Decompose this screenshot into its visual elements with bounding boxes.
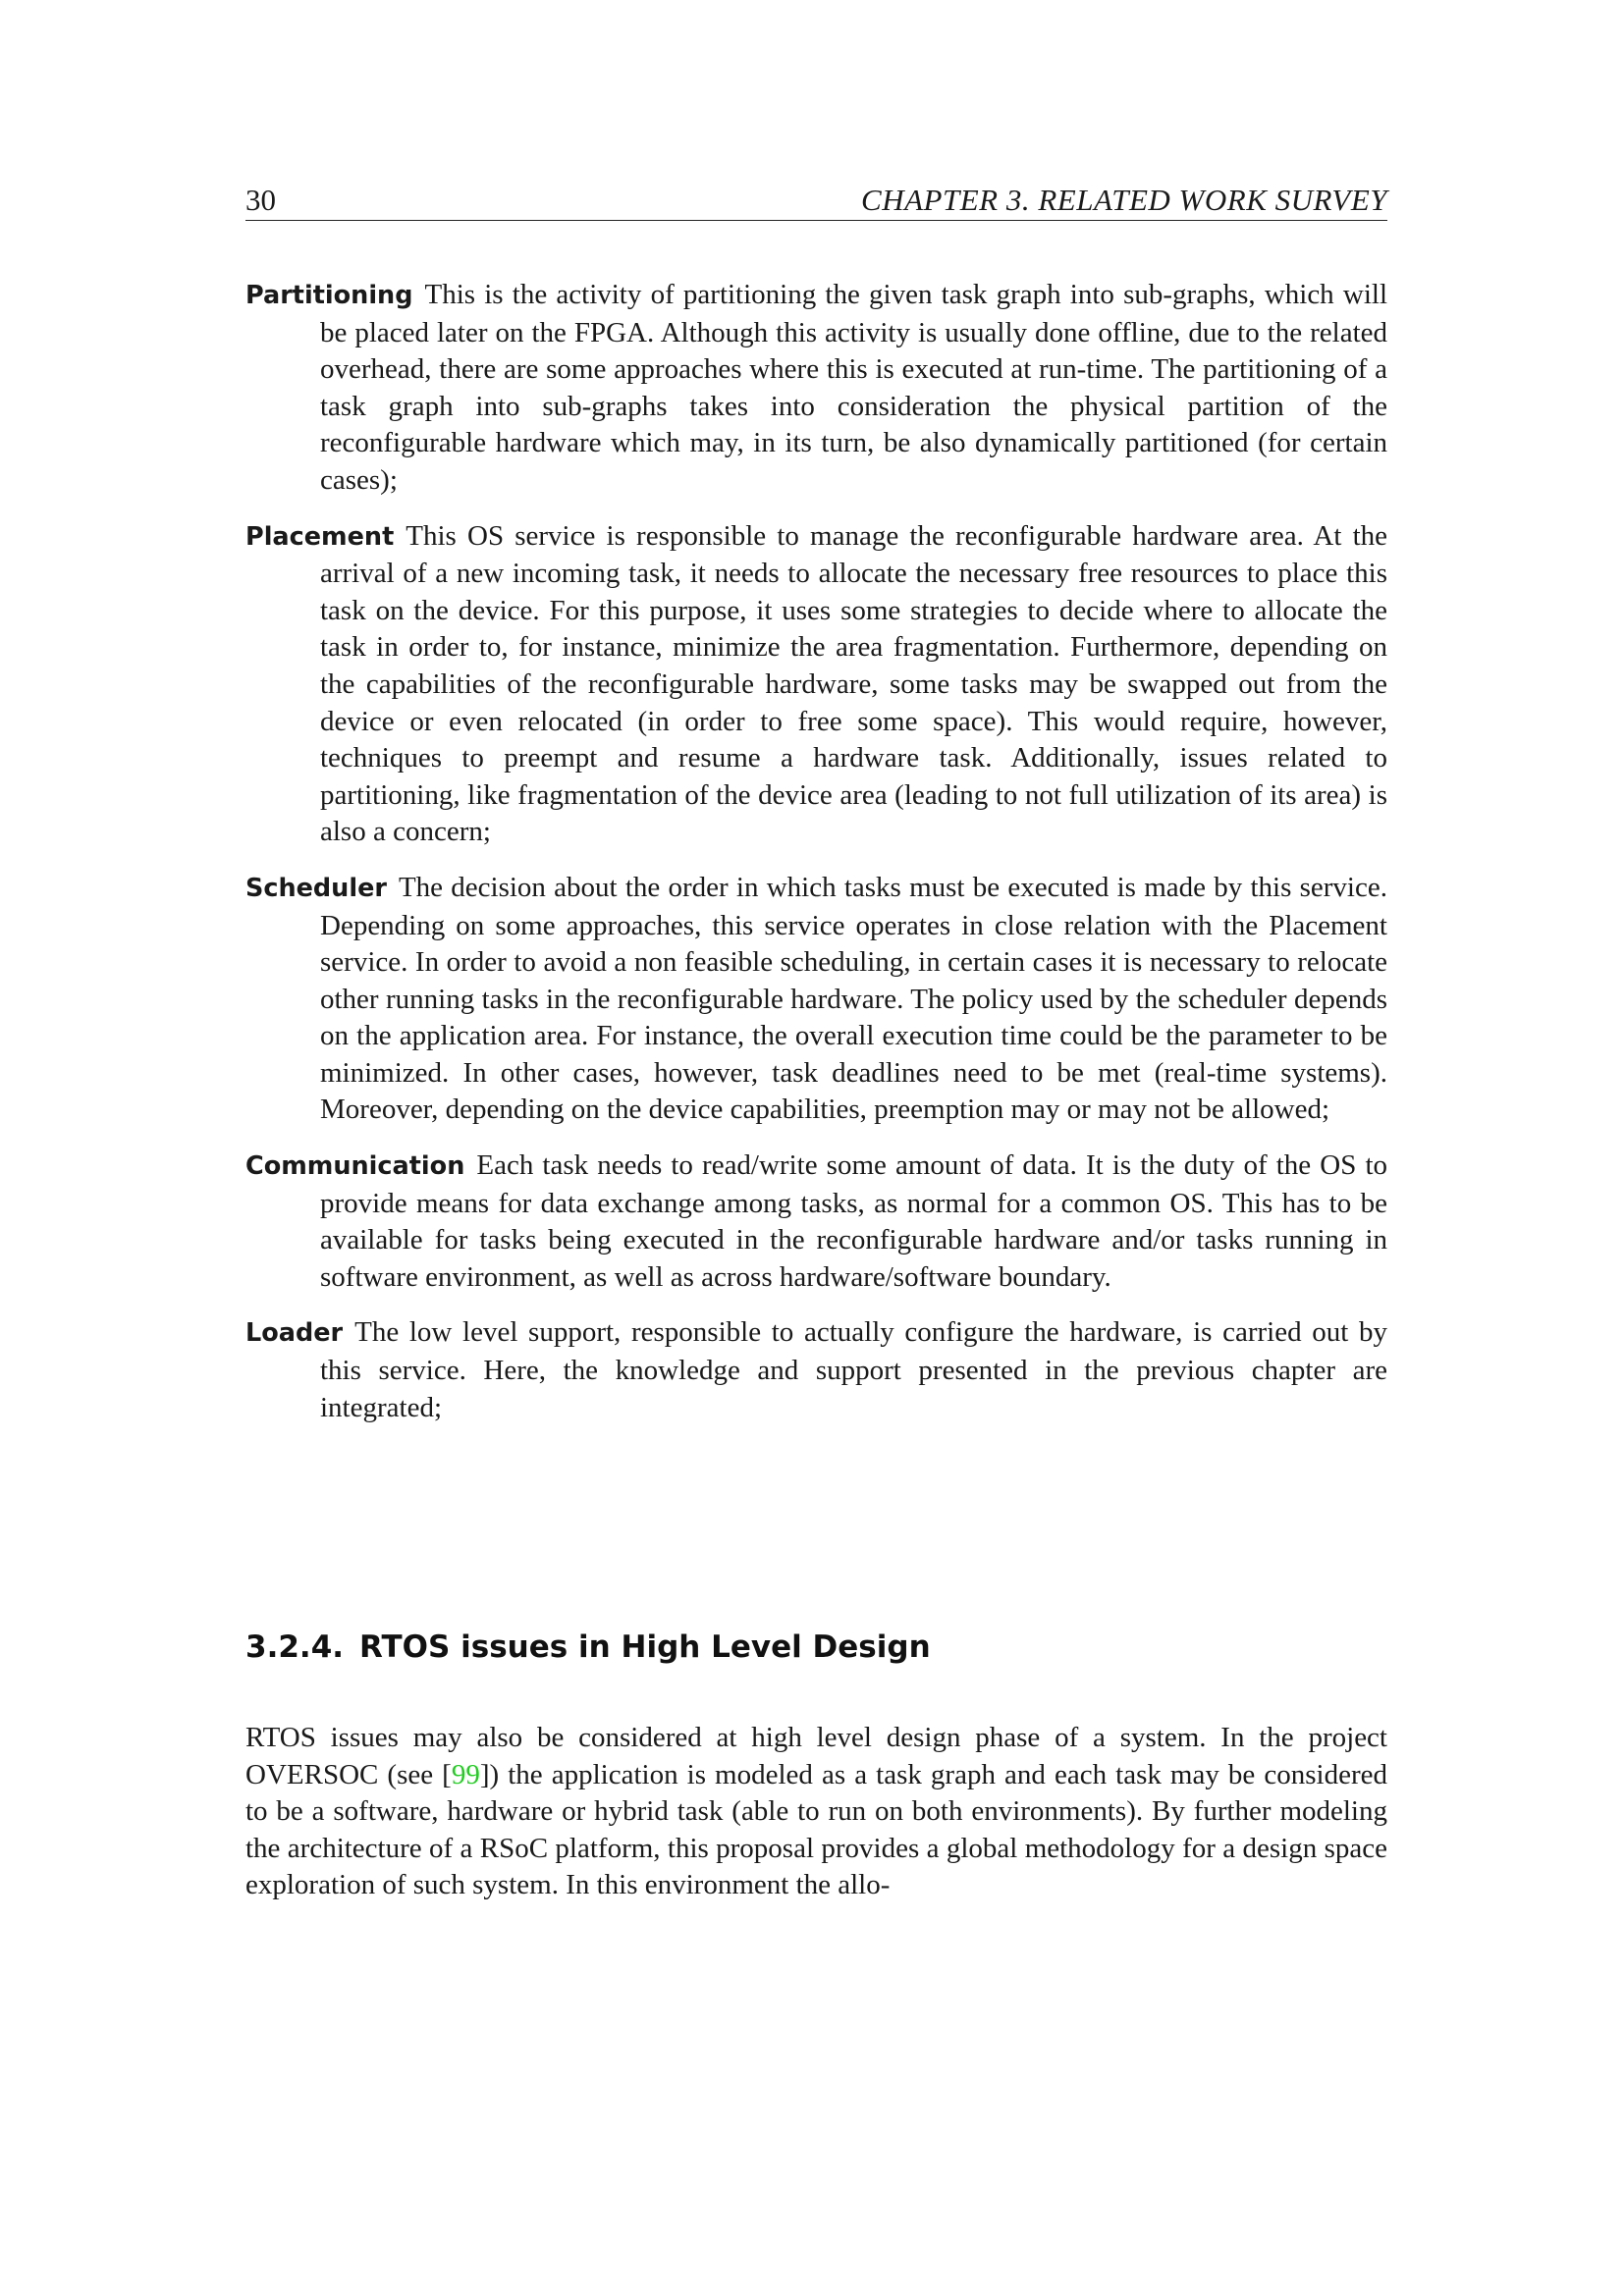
- page-number: 30: [245, 183, 276, 217]
- document-page: [245, 0, 1387, 2296]
- section-number: 3.2.4.: [245, 1629, 345, 1665]
- service-term: Scheduler: [245, 873, 387, 903]
- service-item-loader: [245, 1314, 1387, 1426]
- service-description: The low level support, responsible to actually configure the hardware, is carried out by this service. Here, the knowledge and support presented in the previous chapter are integrated;: [320, 1316, 1387, 1423]
- os-services-list: [245, 277, 1387, 1445]
- service-description: This OS service is responsible to manage the reconfigurable hardware area. At the arrival of a new incoming task, it needs to allocate the necessary free resources to place this task on the device. For this purpose, it uses some strategies to decide where to allocate the task in order to, for instance, minimize the area fragmentation. Furthermore, depending on the capabilities of the reconfigurable hardware, some tasks may be swapped out from the device or even relocated (in order to free some space). This would require, however, techniques to preempt and resume a hardware task. Additionally, issues related to partitioning, like fragmentation of the device area (leading to not full utilization of its area) is also a concern;: [320, 519, 1387, 848]
- section-heading: [245, 1629, 931, 1665]
- body-paragraph: [245, 1720, 1387, 1904]
- running-header: [245, 179, 1387, 221]
- service-term: Communication: [245, 1151, 465, 1182]
- service-item-communication: [245, 1148, 1387, 1296]
- service-item-scheduler: [245, 870, 1387, 1129]
- paragraph-text-start: RTOS issues may also be considered at high level design phase of a system. In the project OVERSOC (see [: [245, 1722, 1387, 1790]
- citation-link[interactable]: 99: [451, 1758, 480, 1790]
- section-title: RTOS issues in High Level Design: [359, 1629, 931, 1665]
- paragraph-text-end: ]) the application is modeled as a task graph and each task may be considered to be a software, hardware or hybrid task (able to run on both environments). By further modeling the architecture of a RSoC platform, this proposal provides a global methodology for a design space exploration of such system. In this environment the allo-: [245, 1758, 1387, 1901]
- service-term: Loader: [245, 1318, 344, 1349]
- service-description: This is the activity of partitioning the given task graph into sub-graphs, which will be placed later on the FPGA. Although this activity is usually done offline, due to the related overhead, there are some approaches where this is executed at run-time. The partitioning of a task graph into sub-graphs takes into consideration the physical partition of the reconfigurable hardware which may, in its turn, be also dynamically partitioned (for certain cases);: [320, 279, 1387, 496]
- service-description: Each task needs to read/write some amount of data. It is the duty of the OS to provide means for data exchange among tasks, as normal for a common OS. This has to be available for tasks being executed in the reconfigurable hardware and/or tasks running in software environment, as well as across hardware/software boundary.: [320, 1149, 1387, 1293]
- service-item-placement: [245, 518, 1387, 851]
- service-item-partitioning: [245, 277, 1387, 500]
- chapter-title: CHAPTER 3. RELATED WORK SURVEY: [861, 183, 1387, 217]
- service-description: The decision about the order in which tasks must be executed is made by this service. Depending on some approaches, this service operates in close relation with the Placement service. In order to avoid a non feasible scheduling, in certain cases it is necessary to relocate other running tasks in the reconfigurable hardware. The policy used by the scheduler depends on the application area. For instance, the overall execution time could be the parameter to be minimized. In other cases, however, task deadlines need to be met (real-time systems). Moreover, depending on the device capabilities, preemption may or may not be allowed;: [320, 871, 1387, 1126]
- service-term: Placement: [245, 521, 395, 552]
- service-term: Partitioning: [245, 281, 413, 310]
